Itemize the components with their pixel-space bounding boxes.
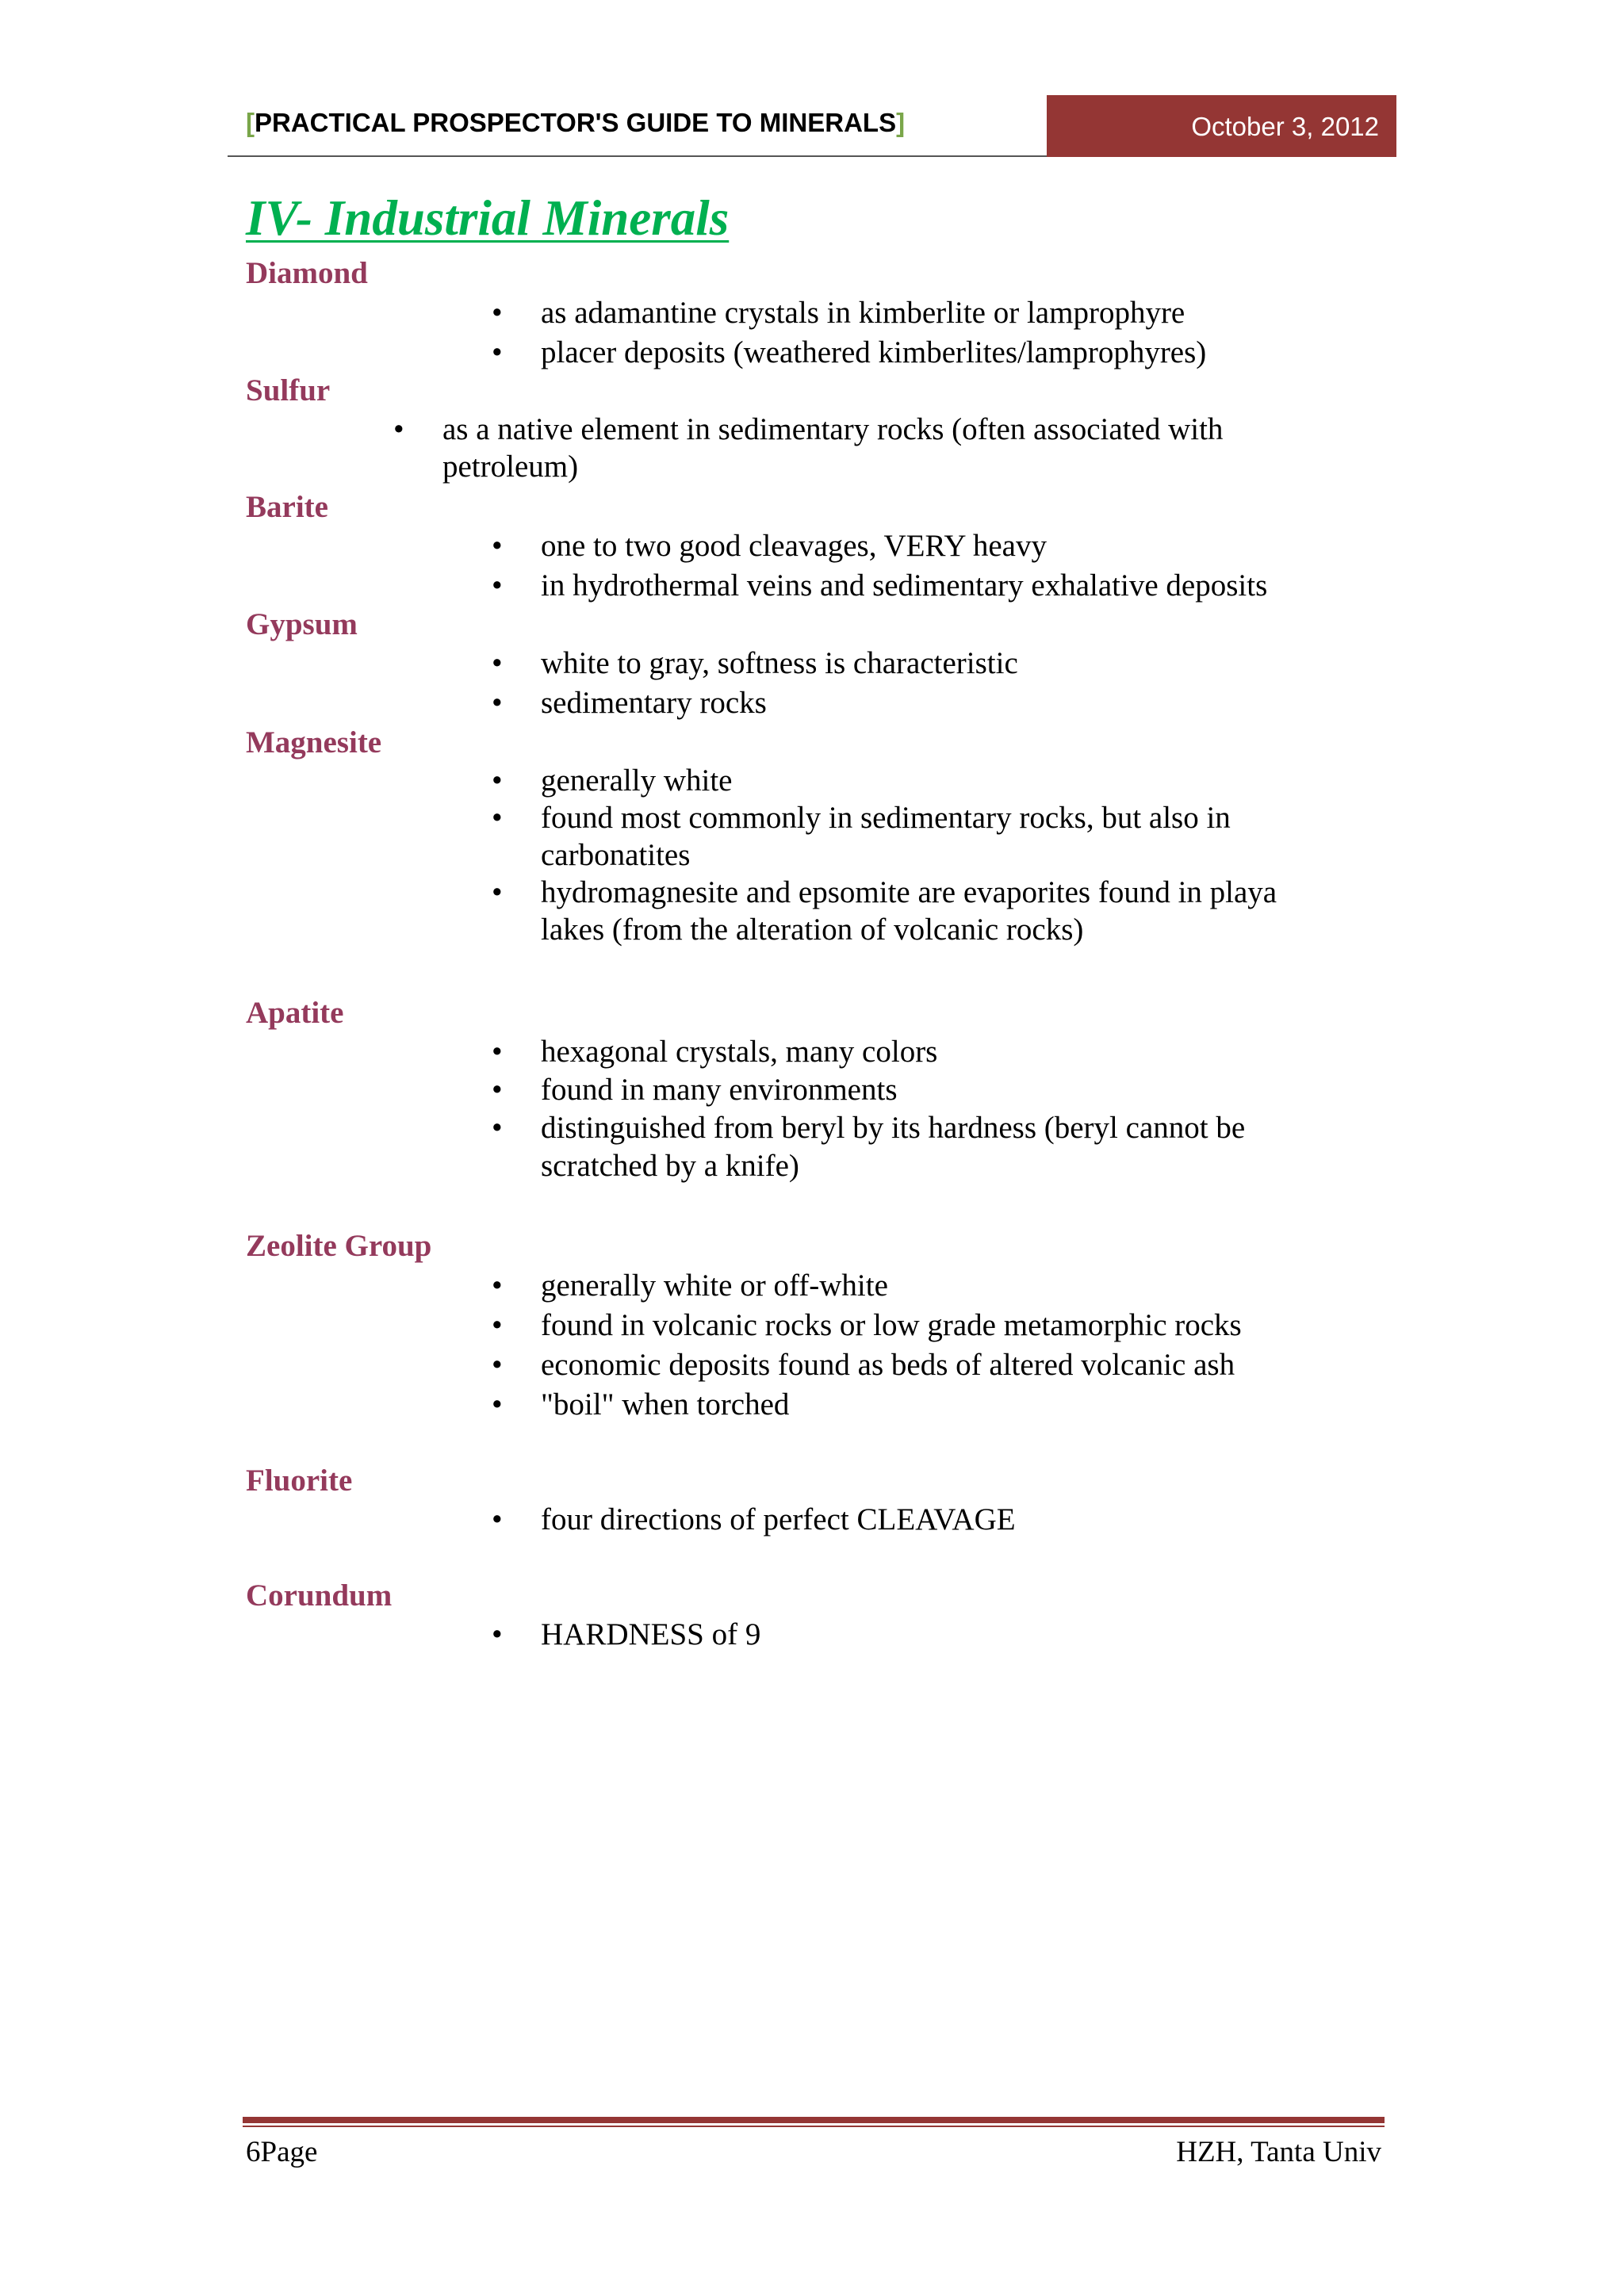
list-item: • generally white or off-white (492, 1266, 1364, 1306)
list-item: • as adamantine crystals in kimberlite or lamprophyre (492, 293, 1364, 333)
mineral-label-fluorite: Fluorite (246, 1464, 353, 1498)
footer-rule-thin (243, 2126, 1385, 2127)
list-item: • in hydrothermal veins and sedimentary exhalative deposits (492, 566, 1364, 606)
bullet-list-sulfur (393, 411, 1305, 485)
bullet-list-zeolite-group (492, 1266, 1364, 1425)
list-item: • generally white (492, 762, 1324, 799)
list-item: • one to two good cleavages, VERY heavy (492, 526, 1364, 566)
list-item: • as a native element in sedimentary rocks (often associated with petroleum) (393, 411, 1305, 485)
list-item: • economic deposits found as beds of altered volcanic ash (492, 1345, 1364, 1385)
list-item: • distinguished from beryl by its hardness (beryl cannot be scratched by a knife) (492, 1109, 1324, 1185)
list-item: • placer deposits (weathered kimberlites/lamprophyres) (492, 333, 1364, 373)
bullet-list-corundum (492, 1615, 1364, 1655)
mineral-label-zeolite-group: Zeolite Group (246, 1229, 432, 1263)
bullet-list-fluorite (492, 1500, 1364, 1540)
list-item: • hydromagnesite and epsomite are evaporites found in playa lakes (from the alteration of volcanic rocks) (492, 874, 1324, 948)
section-title: IV- Industrial Minerals (246, 190, 730, 246)
bullet-list-barite (492, 526, 1364, 606)
list-item: • hexagonal crystals, many colors (492, 1033, 1324, 1071)
list-item: • four directions of perfect CLEAVAGE (492, 1500, 1364, 1540)
mineral-label-gypsum: Gypsum (246, 607, 358, 641)
bullet-list-diamond (492, 293, 1364, 373)
footer-rule-thick (243, 2117, 1385, 2123)
header-bracket-close: ] (896, 108, 906, 137)
bullet-list-magnesite (492, 762, 1324, 948)
list-item: • sedimentary rocks (492, 683, 1364, 723)
list-item: • "boil" when torched (492, 1385, 1364, 1425)
bullet-list-apatite (492, 1033, 1324, 1185)
mineral-label-sulfur: Sulfur (246, 373, 331, 408)
mineral-label-magnesite: Magnesite (246, 725, 382, 760)
header-title-text: PRACTICAL PROSPECTOR'S GUIDE TO MINERALS (255, 108, 897, 137)
list-item: • white to gray, softness is characteristic (492, 644, 1364, 683)
list-item: • found in many environments (492, 1071, 1324, 1109)
header-rule (228, 155, 1047, 157)
mineral-label-apatite: Apatite (246, 996, 344, 1030)
list-item: • found most commonly in sedimentary rocks, but also in carbonatites (492, 799, 1324, 874)
header-bracket-open: [ (246, 108, 255, 137)
running-header-title (246, 108, 905, 138)
mineral-label-barite: Barite (246, 490, 328, 524)
header-date: October 3, 2012 (1191, 112, 1379, 141)
mineral-label-corundum: Corundum (246, 1578, 393, 1613)
list-item: • HARDNESS of 9 (492, 1615, 1364, 1655)
footer-author: HZH, Tanta Univ (1176, 2136, 1381, 2168)
header-date-box (1047, 95, 1396, 157)
footer-page-number: 6Page (246, 2136, 318, 2168)
mineral-label-diamond: Diamond (246, 256, 368, 290)
list-item: • found in volcanic rocks or low grade metamorphic rocks (492, 1306, 1364, 1345)
bullet-list-gypsum (492, 644, 1364, 723)
